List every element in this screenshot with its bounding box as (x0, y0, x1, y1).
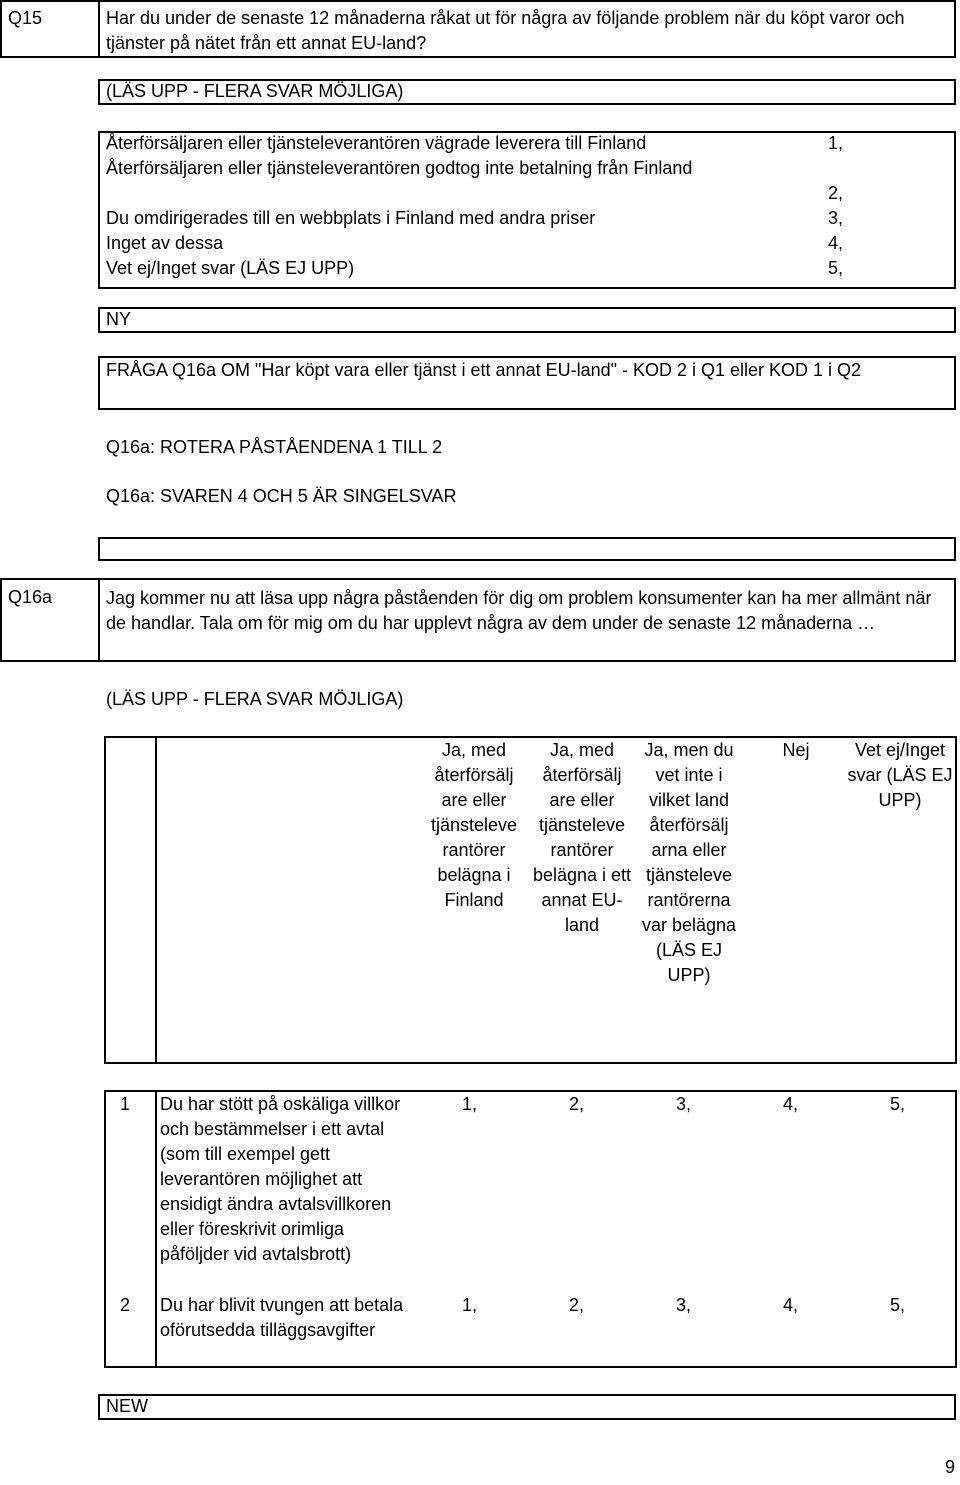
empty-box (98, 537, 956, 561)
row-2-code-4: 4, (783, 1295, 799, 1315)
row-1-num: 1 (120, 1094, 131, 1114)
q16a-header-divider (155, 736, 157, 1064)
col-header-5: Vet ej/Inget svar (LÄS EJ UPP) (847, 740, 953, 810)
q15-option-5: Vet ej/Inget svar (LÄS EJ UPP) (106, 258, 355, 278)
q15-option-2: Återförsäljaren eller tjänsteleverantören godtog inte betalning från Finland (106, 158, 693, 178)
col-header-3: Ja, men du vet inte i vilket land återförsälj arna eller tjänsteleve rantörerna var belägna (LÄS EJ UPP) (641, 740, 737, 985)
ny-label: NY (106, 309, 132, 329)
row-2-num: 2 (120, 1295, 131, 1315)
col-header-1: Ja, med återförsälj are eller tjänsteleve rantörer belägna i Finland (430, 740, 518, 910)
ny-box (98, 307, 956, 333)
q16a-instruction: (LÄS UPP - FLERA SVAR MÖJLIGA) (106, 689, 404, 709)
single-note: Q16a: SVAREN 4 OCH 5 ÄR SINGELSVAR (106, 486, 457, 506)
page-number: 9 (945, 1457, 956, 1477)
q15-option-3-code: 3, (828, 208, 844, 228)
row-1-code-1: 1, (462, 1094, 478, 1114)
q15-option-5-code: 5, (828, 258, 844, 278)
new-label: NEW (106, 1396, 148, 1416)
filter-note: FRÅGA Q16a OM "Har köpt vara eller tjänst i ett annat EU-land" - KOD 2 i Q1 eller KOD 1 i Q2 (106, 360, 862, 380)
q15-option-4-code: 4, (828, 233, 844, 253)
q16a-rows-divider (155, 1090, 157, 1368)
q15-option-4: Inget av dessa (106, 233, 224, 253)
q15-option-1: Återförsäljaren eller tjänsteleverantören vägrade leverera till Finland (106, 133, 647, 153)
new-box (98, 1394, 956, 1420)
row-1-code-2: 2, (569, 1094, 585, 1114)
row-2-text: Du har blivit tvungen att betala oförutsedda tilläggsavgifter (160, 1295, 404, 1340)
row-2-code-5: 5, (890, 1295, 906, 1315)
q16a-label: Q16a (8, 587, 53, 607)
row-2-code-2: 2, (569, 1295, 585, 1315)
q15-option-3: Du omdirigerades till en webbplats i Finland med andra priser (106, 208, 596, 228)
row-1-code-5: 5, (890, 1094, 906, 1114)
q15-question: Har du under de senaste 12 månaderna råkat ut för några av följande problem när du köpt varor och tjänster på nätet från ett annat EU-land? (106, 8, 905, 53)
rotate-note: Q16a: ROTERA PÅSTÅENDENA 1 TILL 2 (106, 437, 443, 457)
row-1-code-4: 4, (783, 1094, 799, 1114)
q15-option-2-code: 2, (828, 183, 844, 203)
col-header-2: Ja, med återförsälj are eller tjänsteleve rantörer belägna i ett annat EU-land (532, 740, 632, 935)
q16a-question: Jag kommer nu att läsa upp några påståenden för dig om problem konsumenter kan ha mer allmänt när de handlar. Tala om för mig om du har upplevt några av dem under de senaste 12 månaderna … (106, 588, 932, 633)
row-2-code-1: 1, (462, 1295, 478, 1315)
col-header-4: Nej (782, 740, 810, 760)
q15-label: Q15 (8, 8, 43, 28)
row-1-text: Du har stött på oskäliga villkor och bestämmelser i ett avtal (som till exempel gett leverantören möjlighet att ensidigt ändra avtalsvillkoren eller föreskrivit orimliga påföljder vid avtalsbrott) (160, 1094, 401, 1264)
q15-instruction: (LÄS UPP - FLERA SVAR MÖJLIGA) (106, 81, 404, 101)
q15-option-1-code: 1, (828, 133, 844, 153)
row-2-code-3: 3, (676, 1295, 692, 1315)
row-1-code-3: 3, (676, 1094, 692, 1114)
